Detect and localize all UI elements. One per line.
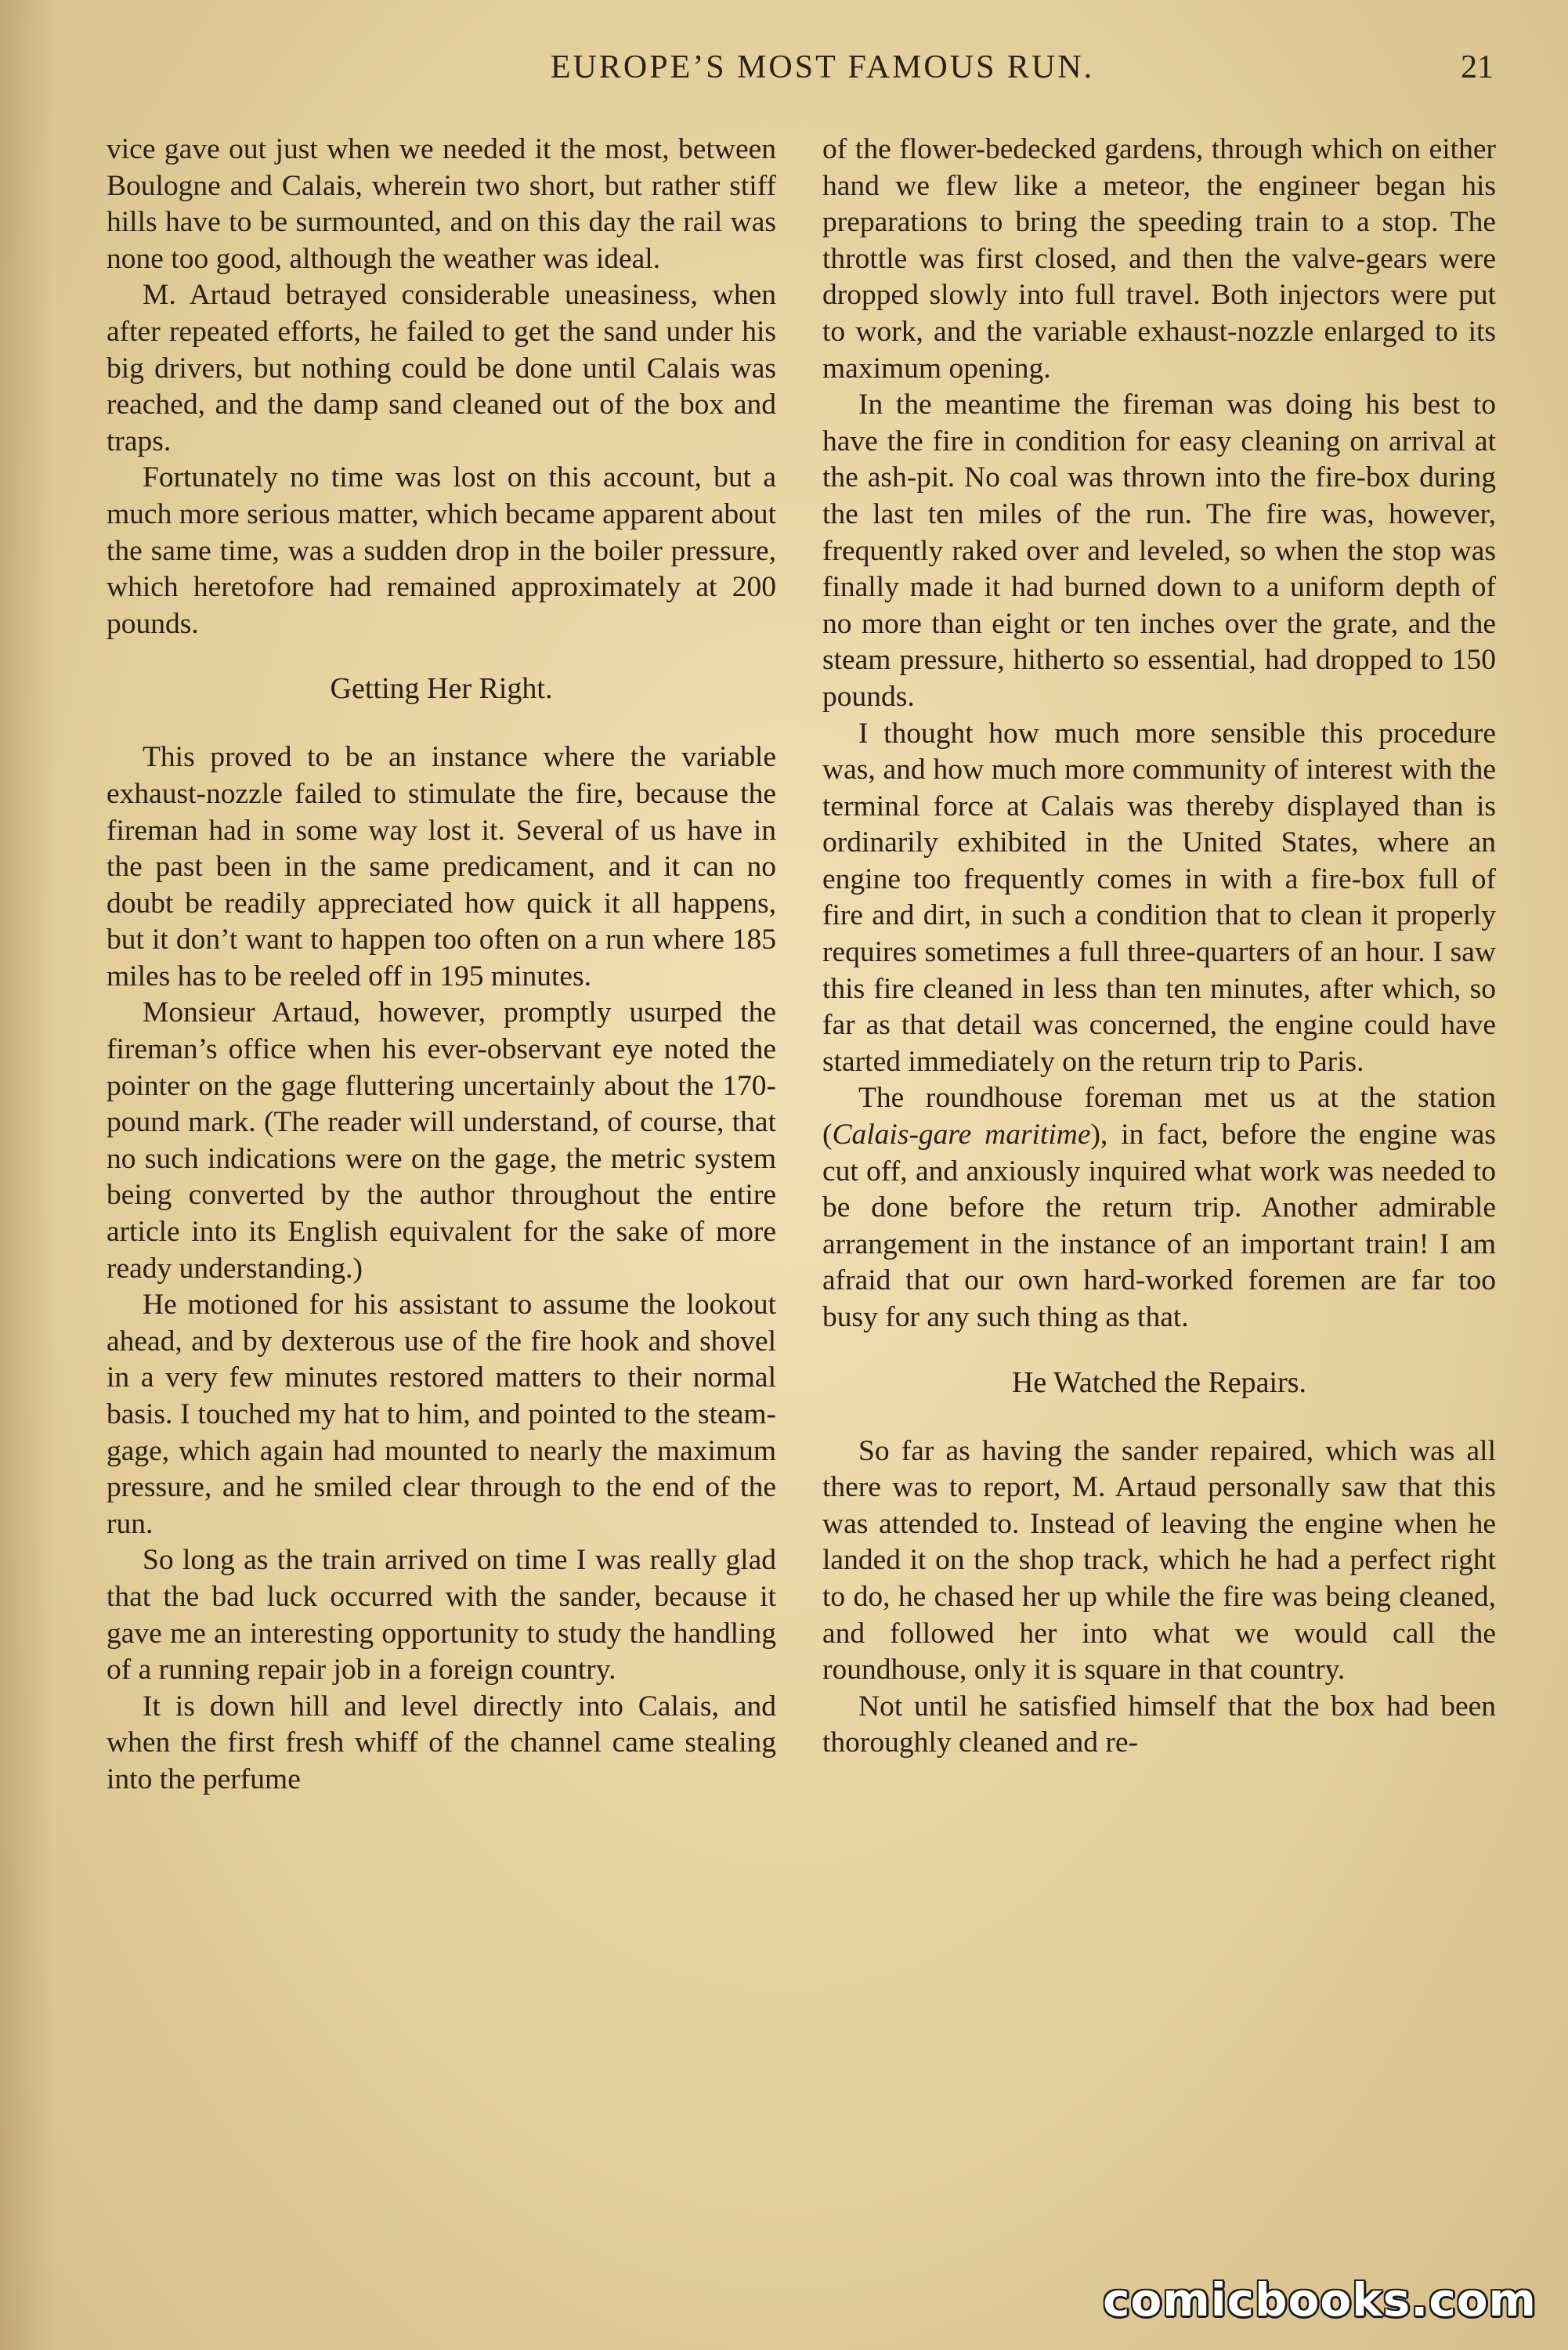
paragraph (822, 1080, 1496, 1336)
running-header (0, 49, 1568, 96)
paragraph: In the meantime the fireman was doing his best to have the fire in condition for easy cleaning on arrival at the ash-pit. No coal was thrown into the fire-box during the last ten miles of the run. The fire was, however, frequently raked over and leveled, so when the stop was finally made it had burned down to a uniform depth of no more than eight or ten inches over the grate, and the steam pressure, hitherto so essential, had dropped to 150 pounds. (822, 389, 1496, 713)
paragraph: I thought how much more sensible this procedure was, and how much more community of interest with the terminal force at Calais was thereby displayed than is ordinarily exhibited in the United States, where an engine too frequently comes in with a fire-box full of fire and dirt, in such a condition that to clean it properly requires sometimes a full three-quarters of an hour. I saw this fire cleaned in less than ten minutes, after which, so far as that detail was concerned, the engine could have started immediately on the return trip to Paris. (822, 717, 1496, 1078)
section-heading: He Watched the Repairs. (1011, 1365, 1307, 1399)
section-heading: Getting Her Right. (330, 672, 553, 706)
italic-place-name: Calais-gare maritime (832, 1119, 1091, 1152)
paragraph: of the flower-bedecked gardens, through which on either hand we flew like a meteor, the engineer began his preparations to bring the speeding train to a stop. The throttle was first closed, and then the valve-gears were dropped slowly into full travel. Both injectors were put to work, and the variable exhaust-nozzle enlarged to its maximum opening. (822, 133, 1496, 385)
running-title: EUROPE’S MOST FAMOUS RUN. (550, 49, 1095, 85)
paragraph: Monsieur Artaud, however, promptly usurped the fireman’s office when his ever-observant eye noted the pointer on the gage fluttering uncertainly about the 170-pound mark. (The reader will understand, of course, that no such indications were on the gage, the metric system being converted by the author throughout the entire article into its English equivalent for the sake of more ready understanding.) (107, 996, 776, 1285)
page-number: 21 (1461, 49, 1494, 85)
paragraph: So long as the train arrived on time I was really glad that the bad luck occurred with the sander, because it gave me an interesting opportunity to study the handling of a running repair job in a foreign country. (107, 1544, 776, 1687)
paragraph: It is down hill and level directly into Calais, and when the first fresh whiff of the channel came stealing into the perfume (107, 1690, 776, 1795)
left-column (107, 132, 776, 1799)
watermark-logo: comicbooks.com (1103, 2273, 1537, 2326)
paragraph: This proved to be an instance where the variable exhaust-nozzle failed to stimulate the fire, because the fireman had in some way lost it. Several of us have in the past been in the same predicament, and it can no doubt be readily appreciated how quick it all happens, but it don’t want to happen too often on a run where 185 miles has to be reeled off in 195 minutes. (107, 741, 776, 992)
paragraph: He motioned for his assistant to assume the lookout ahead, and by dexterous use of the fire hook and shovel in a very few minutes restored matters to their normal basis. I touched my hat to him, and pointed to the steam-gage, which again had mounted to nearly the maximum pressure, and he smiled clear through to the end of the run. (107, 1289, 776, 1540)
paragraph: Not until he satisfied himself that the box had been thoroughly cleaned and re- (822, 1690, 1496, 1759)
paragraph-text: The roundhouse foreman met us at the station ( (822, 1082, 1496, 1152)
paragraph: Fortunately no time was lost on this account, but a much more serious matter, which became apparent about the same time, was a sudden drop in the boiler pressure, which heretofore had remained approximately at 200 pounds. (107, 461, 776, 640)
paragraph: M. Artaud betrayed considerable uneasiness, when after repeated efforts, he failed to get the sand under his big drivers, but nothing could be done until Calais was reached, and the damp sand cleaned out of the box and traps. (107, 279, 776, 457)
paragraph: vice gave out just when we needed it the most, between Boulogne and Calais, wherein two short, but rather stiff hills have to be surmounted, and on this day the rail was none too good, although the weather was ideal. (107, 133, 776, 275)
paragraph: So far as having the sander repaired, which was all there was to report, M. Artaud personally saw that this was attended to. Instead of leaving the engine when he landed it on the shop track, which he had a perfect right to do, he chased her up while the fire was being cleaned, and followed her into what we would call the roundhouse, only it is square in that country. (822, 1434, 1496, 1687)
right-column (822, 132, 1496, 1762)
paragraph-text: ), in fact, before the engine was cut off, and anxiously inquired what work was needed to be done before the return trip. Another admirable arrangement in the instance of an important train! I am afraid that our own hard-worked foremen are far too busy for any such thing as that. (822, 1119, 1496, 1333)
